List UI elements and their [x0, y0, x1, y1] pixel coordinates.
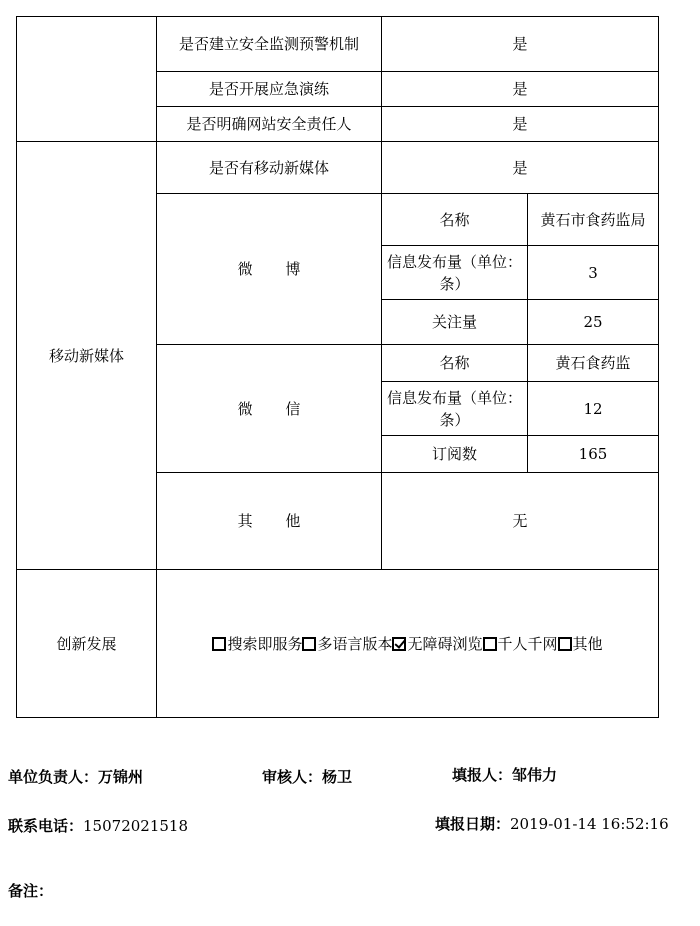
innovation-option[interactable]: 千人千网 — [483, 635, 558, 653]
innovation-option[interactable]: 搜索即服务 — [212, 635, 302, 653]
weibo-follow-label: 关注量 — [382, 300, 528, 345]
date-value: 2019-01-14 16:52:16 — [510, 815, 669, 833]
wechat-posts-label: 信息发布量（单位：条） — [382, 382, 528, 436]
weibo-label: 微 博 — [157, 194, 382, 345]
has-new-media-label: 是否有移动新媒体 — [157, 142, 382, 194]
wechat-sub-value: 165 — [528, 436, 659, 473]
note: 备注： — [8, 882, 54, 900]
unit-head: 单位负责人：万锦州 — [8, 768, 144, 786]
innovation-section-label: 创新发展 — [17, 570, 157, 718]
weibo-follow-value: 25 — [528, 300, 659, 345]
checkbox-icon[interactable] — [483, 637, 497, 651]
checkbox-icon[interactable] — [302, 637, 316, 651]
unit-head-name: 万锦州 — [98, 768, 144, 786]
phone-number: 15072021518 — [83, 817, 188, 835]
new-media-section-label: 移动新媒体 — [17, 142, 157, 570]
filler-name: 邹伟力 — [512, 766, 558, 784]
reviewer: 审核人：杨卫 — [262, 768, 353, 786]
reviewer-name: 杨卫 — [322, 768, 353, 786]
report-table — [16, 16, 659, 718]
wechat-name-label: 名称 — [382, 345, 528, 382]
wechat-posts-value: 12 — [528, 382, 659, 436]
filler: 填报人：邹伟力 — [452, 766, 558, 784]
security-value: 是 — [382, 17, 659, 72]
contact-phone: 联系电话：15072021518 — [8, 817, 188, 835]
security-value: 是 — [382, 107, 659, 142]
checkbox-icon[interactable] — [558, 637, 572, 651]
fill-date: 填报日期：2019-01-14 16:52:16 — [435, 815, 669, 833]
checkbox-icon[interactable] — [212, 637, 226, 651]
weibo-posts-label: 信息发布量（单位：条） — [382, 246, 528, 300]
security-value: 是 — [382, 72, 659, 107]
weibo-posts-value: 3 — [528, 246, 659, 300]
innovation-option[interactable]: 其他 — [558, 635, 603, 653]
security-label: 是否建立安全监测预警机制 — [157, 17, 382, 72]
other-value: 无 — [382, 473, 659, 570]
weibo-name-value: 黄石市食药监局 — [528, 194, 659, 246]
weibo-name-label: 名称 — [382, 194, 528, 246]
checkbox-checked-icon[interactable] — [392, 637, 406, 651]
wechat-sub-label: 订阅数 — [382, 436, 528, 473]
has-new-media-value: 是 — [382, 142, 659, 194]
innovation-option[interactable]: 无障碍浏览 — [392, 635, 482, 653]
wechat-label: 微 信 — [157, 345, 382, 473]
innovation-options — [157, 570, 659, 718]
security-label: 是否明确网站安全责任人 — [157, 107, 382, 142]
innovation-option[interactable]: 多语言版本 — [302, 635, 392, 653]
other-label: 其 他 — [157, 473, 382, 570]
wechat-name-value: 黄石食药监 — [528, 345, 659, 382]
security-label: 是否开展应急演练 — [157, 72, 382, 107]
security-section-cell — [17, 17, 157, 142]
